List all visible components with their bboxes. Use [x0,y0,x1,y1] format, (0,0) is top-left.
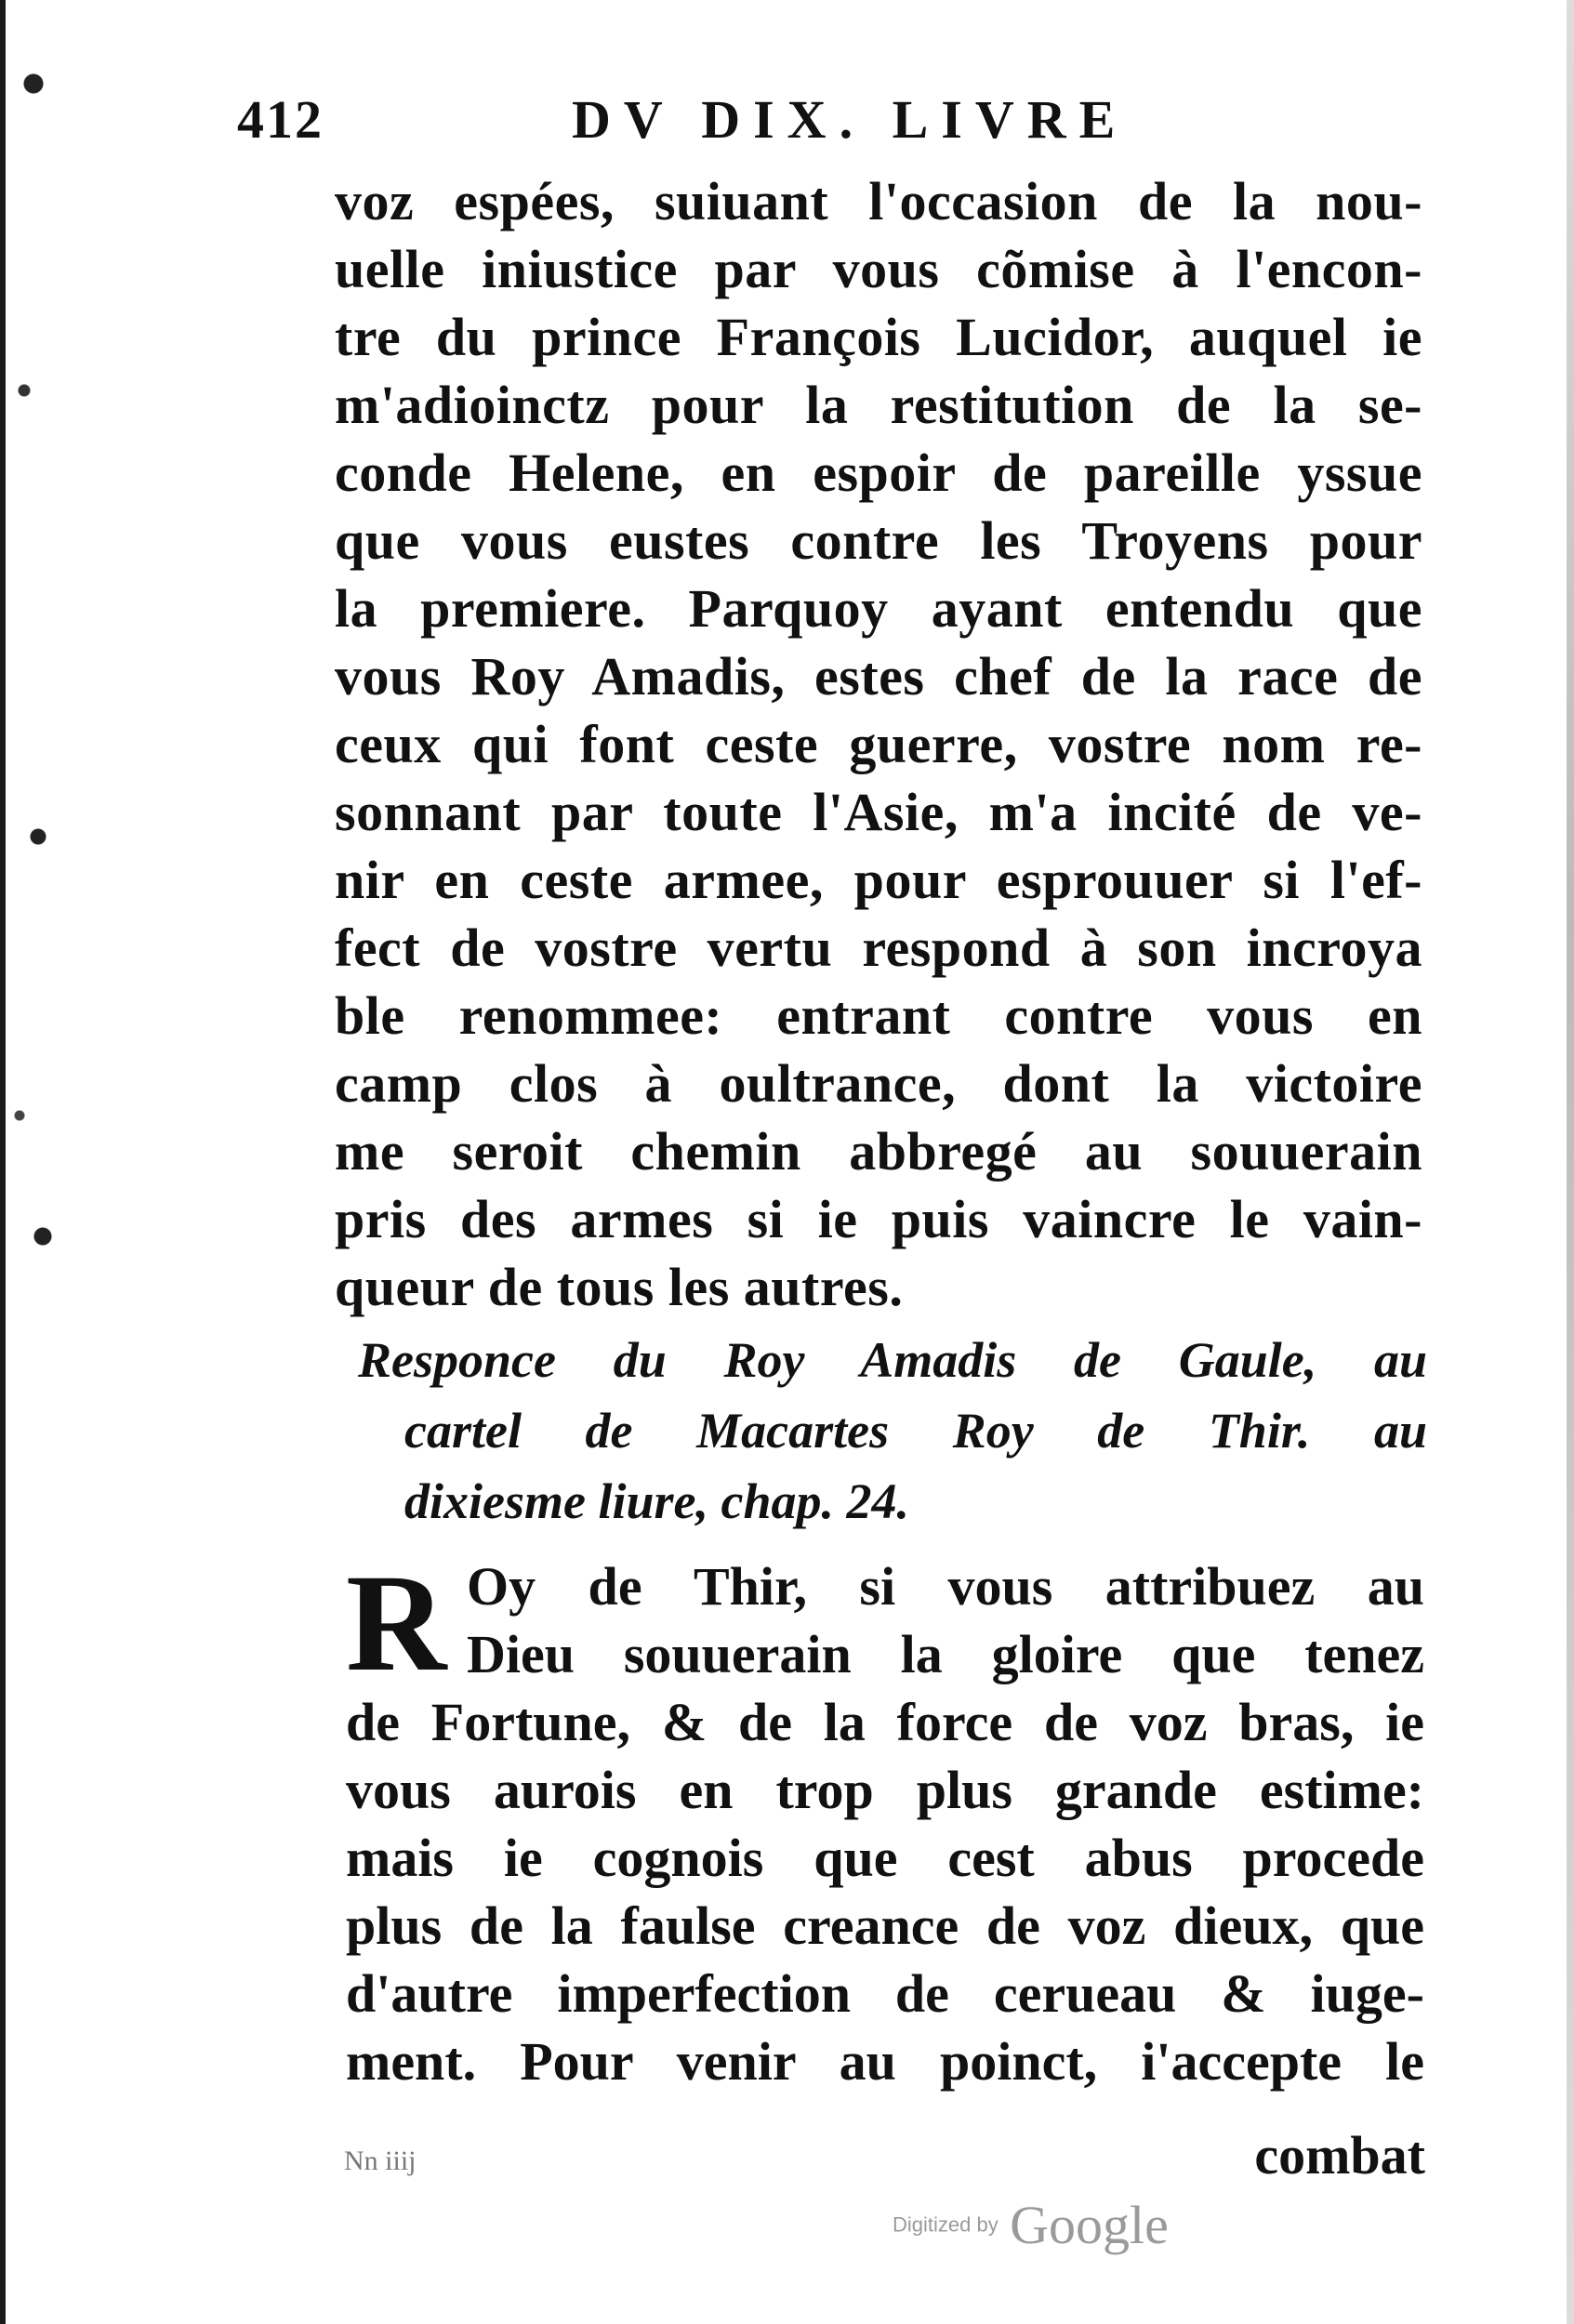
text-line: d'autre imperfection de cerueau & iuge- [346,1963,1424,2024]
heading-line: Responce du Roy Amadis de Gaule, au [358,1332,1427,1388]
text-line: vous aurois en trop plus grande estime: [346,1760,1424,1820]
text-line: me seroit chemin abbregé au souuerain [335,1121,1422,1182]
drop-cap: R [346,1546,447,1700]
text-line: sonnant par toute l'Asie, m'a incité de ve- [335,782,1422,842]
text-line: plus de la faulse creance de voz dieux, que [346,1895,1424,1956]
scan-left-edge [0,0,65,2324]
text-line: mais ie cognois que cest abus procede [346,1828,1424,1888]
text-line: que vous eustes contre les Troyens pour [335,510,1422,571]
text-line: pris des armes si ie puis vaincre le vain- [335,1189,1422,1249]
paragraph-2 [346,1546,1424,2095]
text-line: conde Helene, en espoir de pareille yssue [335,442,1422,503]
google-logo: Google [1010,2195,1169,2255]
digitized-watermark [893,2194,1169,2256]
page-number: 412 [237,89,324,150]
catchword: combat [1254,2125,1425,2185]
text-line: ble renommee: entrant contre vous en [335,985,1422,1046]
text-line: ment. Pour venir au poinct, i'accepte le [346,2031,1424,2092]
text-line: m'adioinctz pour la restitution de la se- [335,375,1422,435]
digitized-by-label: Digitized by [893,2212,999,2237]
heading-line: dixiesme liure, chap. 24. [404,1473,909,1529]
text-line: tre du prince François Lucidor, auquel ie [335,307,1422,367]
text-line: voz espées, suiuant l'occasion de la nou- [335,171,1422,231]
running-title: DV DIX. LIVRE [572,89,1129,150]
text-line: fect de vostre vertu respond à son incroya [335,918,1422,978]
text-line: queur de tous les autres. [335,1257,904,1317]
text-line: Dieu souuerain la gloire que tenez [467,1624,1424,1684]
text-line: Oy de Thir, si vous attribuez au [467,1556,1424,1617]
text-line: la premiere. Parquoy ayant entendu que [335,578,1422,639]
text-line: vous Roy Amadis, estes chef de la race de [335,646,1422,706]
text-line: ceux qui font ceste guerre, vostre nom re- [335,714,1422,774]
text-line: nir en ceste armee, pour esprouuer si l'ef- [335,850,1422,910]
paragraph-1 [335,167,1422,1321]
signature-mark: Nn iiij [344,2146,417,2176]
text-line: de Fortune, & de la force de voz bras, ie [346,1692,1424,1752]
section-heading [358,1325,1427,1537]
scan-right-edge [1567,0,1574,2324]
heading-line: cartel de Macartes Roy de Thir. au [404,1403,1427,1459]
page-header [237,88,1213,153]
text-line: camp clos à oultrance, dont la victoire [335,1053,1422,1114]
text-line: uelle iniustice par vous cõmise à l'encon- [335,239,1422,299]
